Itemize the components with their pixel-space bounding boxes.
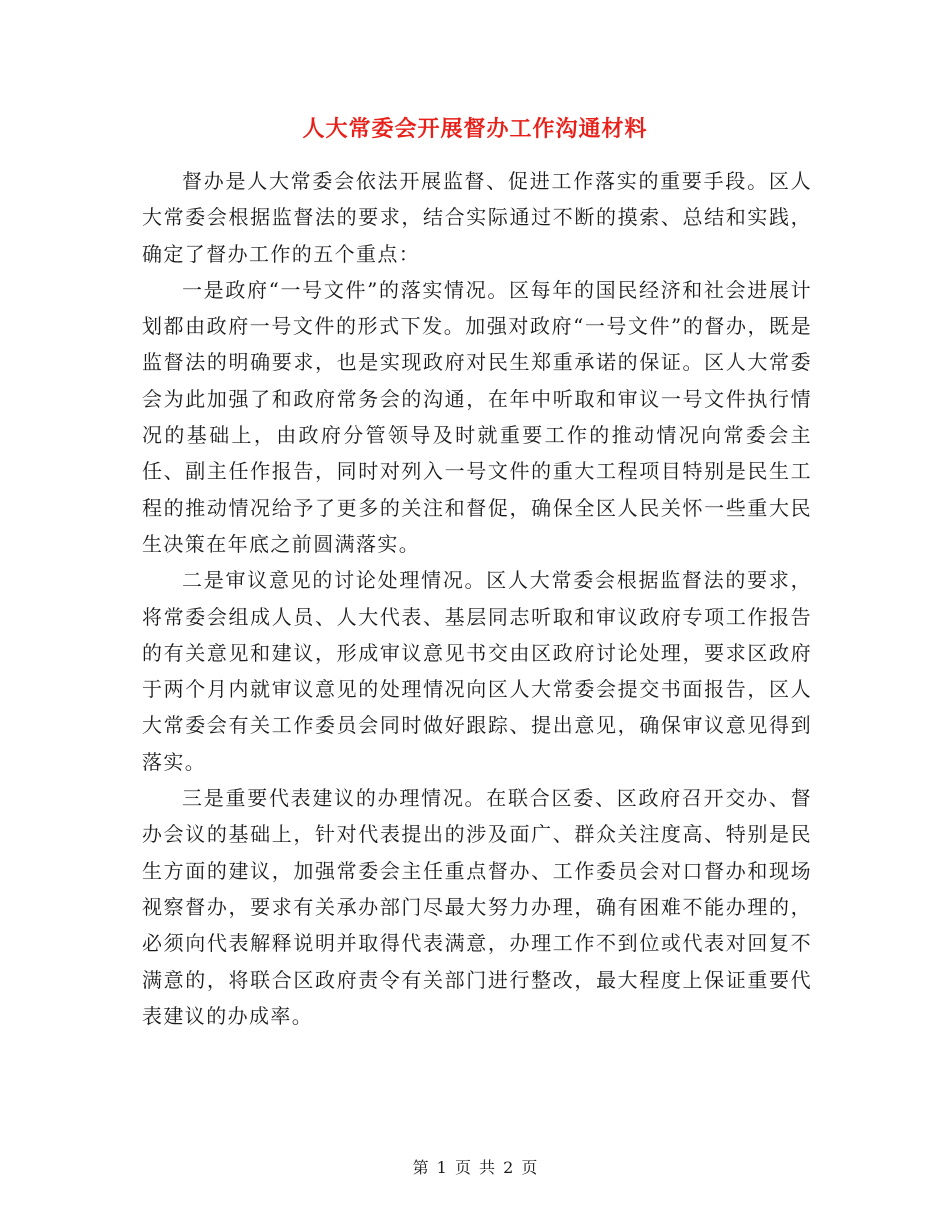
document-title: 人大常委会开展督办工作沟通材料 [302, 116, 648, 142]
paragraph-point-three: 三是重要代表建议的办理情况。在联合区委、区政府召开交办、督办会议的基础上，针对代表提出的涉及面广、群众关注度高、特别是民生方面的建议，加强常委会主任重点督办、工作委员会对口督办和现场视察督办，要求有关承办部门尽最大努力办理，确有困难不能办理的，必须向代表解释说明并取得代表满意，办理工作不到位或代表对回复不满意的，将联合区政府责令有关部门进行整改，最大程度上保证重要代表建议的办成率。 [142, 786, 812, 1028]
page-number-footer: 第 1 页 共 2 页 [412, 1158, 538, 1177]
paragraph-point-one: 一是政府“一号文件”的落实情况。区每年的国民经济和社会进展计划都由政府一号文件的形式下发。加强对政府“一号文件”的督办，既是监督法的明确要求，也是实现政府对民生郑重承诺的保证。区人大常委会为此加强了和政府常务会的沟通，在年中听取和审议一号文件执行情况的基础上，由政府分管领导及时就重要工作的推动情况向常委会主任、副主任作报告，同时对列入一号文件的重大工程项目特别是民生工程的推动情况给予了更多的关注和督促，确保全区人民关怀一些重大民生决策在年底之前圆满落实。 [142, 277, 812, 556]
paragraph-intro: 督办是人大常委会依法开展监督、促进工作落实的重要手段。区人大常委会根据监督法的要求，结合实际通过不断的摸索、总结和实践，确定了督办工作的五个重点： [142, 169, 812, 266]
paragraph-point-two: 二是审议意见的讨论处理情况。区人大常委会根据监督法的要求，将常委会组成人员、人大代表、基层同志听取和审议政府专项工作报告的有关意见和建议，形成审议意见书交由区政府讨论处理，要求区政府于两个月内就审议意见的处理情况向区人大常委会提交书面报告，区人大常委会有关工作委员会同时做好跟踪、提出意见，确保审议意见得到落实。 [142, 568, 812, 774]
document-body [142, 163, 812, 1034]
